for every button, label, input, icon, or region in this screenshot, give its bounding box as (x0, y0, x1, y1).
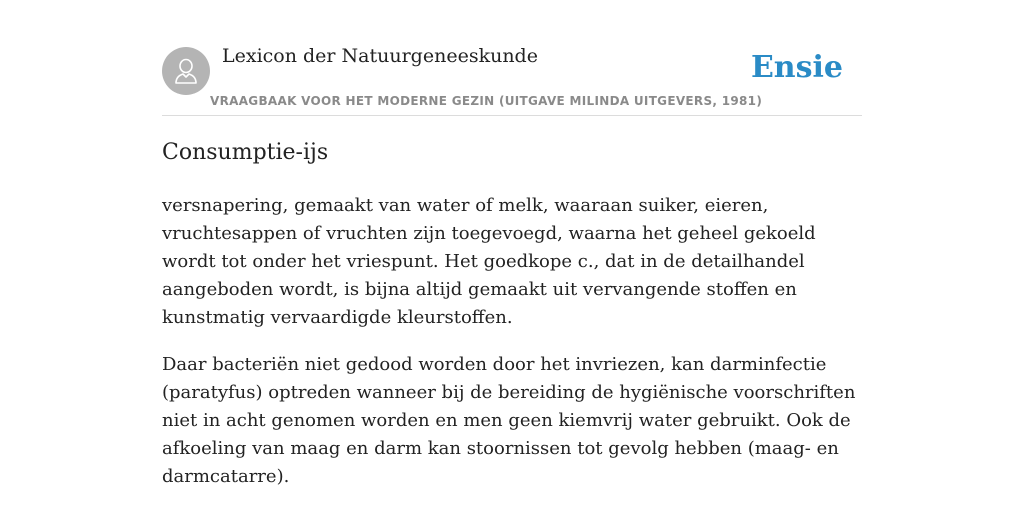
page-container (162, 0, 862, 487)
entry-paragraph: Daar bacteriën niet gedood worden door het invriezen, kan darminfectie (paratyfus) optreden wanneer bij de bereiding de hygiënische voorschriften niet in acht genomen worden en men geen kiemvrij water gebruikt. Ook de afkoeling van maag en darm kan stoornissen tot gevolg hebben (maag- en darmcatarre). (162, 354, 856, 487)
source-subtitle: VRAAGBAAK VOOR HET MODERNE GEZIN (UITGAVE MILINDA UITGEVERS, 1981) (210, 94, 763, 108)
entry-body (162, 192, 862, 510)
user-icon (162, 47, 210, 95)
page-title: Consumptie-ijs (162, 140, 329, 165)
source-header (162, 0, 862, 116)
brand-logo[interactable]: Ensie (750, 50, 843, 85)
avatar[interactable] (162, 47, 210, 95)
source-title[interactable]: Lexicon der Natuurgeneeskunde (222, 45, 538, 67)
entry-paragraph: versnapering, gemaakt van water of melk, waaraan suiker, eieren, vruchtesappen of vruchten zijn toegevoegd, waarna het geheel gekoeld wordt tot onder het vriespunt. Het goedkope c., dat in de detailhandel aangeboden wordt, is bijna altijd gemaakt uit vervangende stoffen en kunstmatig vervaardigde kleurstoffen. (162, 195, 816, 328)
